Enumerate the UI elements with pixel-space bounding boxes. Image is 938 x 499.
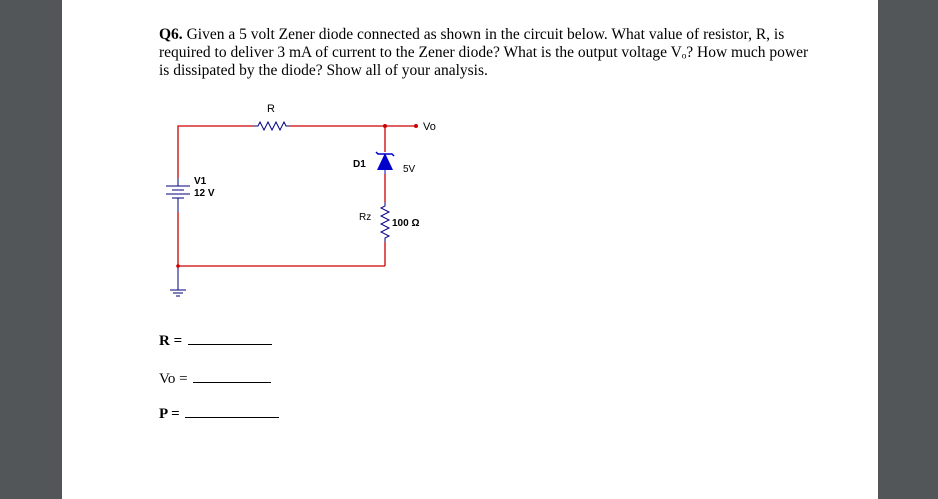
load-label: Rz [359, 212, 372, 223]
answer-vo [159, 368, 271, 388]
answer-p [159, 403, 279, 423]
load-value: 100 Ω [392, 218, 420, 229]
ground-node-dot [176, 264, 180, 268]
source-value: 12 V [194, 188, 215, 199]
answer-vo-blank[interactable] [193, 368, 271, 383]
answer-r [159, 330, 272, 350]
battery-v1 [166, 178, 190, 212]
source-label: V1 [194, 176, 207, 187]
node-dot [383, 124, 387, 128]
resistor-rz [381, 202, 389, 242]
output-node-dot [414, 124, 418, 128]
answer-r-blank[interactable] [188, 330, 272, 345]
answer-r-label: R = [159, 333, 183, 349]
diode-value: 5V [403, 164, 416, 175]
wire-left-top [178, 126, 254, 178]
ground-icon [170, 290, 186, 296]
question-body: Given a 5 volt Zener diode connected as shown in the circuit below. What value of resistor, R, is required to deliver 3 mA of current to the Zener diode? What is the output voltage Vₒ? How much power is dissipated by the diode? Show all of your analysis. [159, 26, 809, 79]
output-label: Vo [423, 121, 436, 133]
document-page [62, 0, 878, 499]
answer-vo-label: Vo = [159, 371, 188, 387]
question-number: Q6. [159, 26, 183, 43]
circuit-diagram [62, 0, 878, 499]
answer-p-blank[interactable] [185, 403, 279, 418]
zener-diode [376, 152, 394, 174]
diode-label: D1 [353, 159, 366, 170]
answer-p-label: P = [159, 406, 180, 422]
resistor-r [254, 122, 290, 130]
resistor-label: R [267, 103, 275, 115]
